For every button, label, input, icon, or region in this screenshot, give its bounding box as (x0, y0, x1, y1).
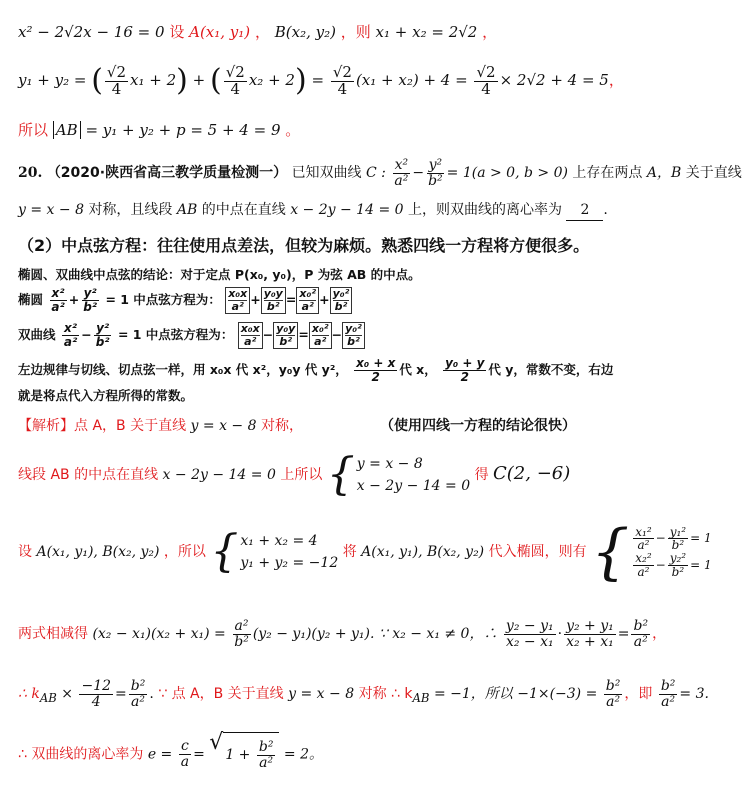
problem-number: 20. (18, 165, 43, 182)
sym-line: y = x − 8 (18, 202, 84, 218)
frac-h2: $\frac{\text{y²}}{\text{b²}}$ (95, 321, 110, 349)
text-then: ，则 (340, 23, 371, 41)
segment-ab: AB (176, 202, 198, 218)
frac-1: $\frac{√2}{4}$ (106, 62, 127, 98)
solution-line-6: ∴ 双曲线的离心率为 e = $\frac{c}{a}$ = √ 1 + $\frac{\text{b²}}{\text{a²}}$ = 2。 (18, 732, 323, 777)
solution-line-4: 两式相减得 (x₂ − x₁)(x₂ + x₁) = $\frac{\text{a²}}{\text{b²}}$ (y₂ − y₁)(y₂ + y₁). ∵ x₂ − x₁ ≠ 0，∴ $\frac{\text{y₂ − y₁}}{\text{x₂ − x₁}}$ · $\frac{\text{y₂ + y₁}}{\text{x₂ + x₁}}$ = $\frac{\text{b²}}{\text{a²}}$ ， (18, 617, 667, 650)
frac-4: $\frac{√2}{4}$ (476, 62, 496, 98)
answer-blank: 2 (566, 200, 603, 221)
term-4: × 2√2 + 4 = 5 (499, 71, 609, 89)
kab-label: ∴ k (18, 686, 40, 702)
times: × (61, 686, 74, 702)
box-3: $\frac{\text{x₀²}}{\text{a²}}$ (296, 287, 319, 313)
problem-20-line-1 (18, 158, 742, 188)
method-rule-5: 就是将点代入方程所得的常数。 (18, 388, 194, 403)
solution-text-3d: 代入椭圆，则有 (488, 544, 587, 560)
frac-y2b2: $\frac{\text{y²}}{\text{b²}}$ (428, 157, 443, 189)
frac-a2b2: $\frac{\text{a²}}{\text{b²}}$ (234, 617, 249, 650)
solution-tag: 【解析】 (18, 418, 74, 434)
box-2: $\frac{\text{y₀y}}{\text{b²}}$ (261, 287, 286, 313)
problem-source: （2020·陕西省高三教学质量检测一） (46, 165, 288, 182)
problem-20-line-2 (18, 200, 608, 221)
kab-sub: AB (39, 690, 57, 705)
frac-h1: $\frac{\text{x²}}{\text{a²}}$ (63, 321, 78, 349)
period-2: . (603, 202, 608, 218)
mid-line: x − 2y − 14 = 0 (290, 202, 404, 218)
sym-line-eq: y = x − 8 (190, 418, 257, 434)
frac-b2a2: $\frac{\text{b²}}{\text{a²}}$ (633, 617, 649, 650)
sqrt-expr: √ 1 + $\frac{\text{b²}}{\text{a²}}$ (209, 732, 279, 777)
frac-mx: $\frac{\text{x₀ + x}}{2}$ (356, 356, 396, 384)
solution-text-5c: ∵ 点 A，B 关于直线 (158, 686, 284, 702)
frac-b2a2-3: $\frac{\text{b²}}{\text{a²}}$ (605, 677, 621, 710)
solution-line-5: ∴ $k_{AB}$ × $\frac{-12}{4}$ = $\frac{\text{b²}}{\text{a²}}$ . ∵ 点 A，B 关于直线 y = x − 8 对称 ∴ $k_{AB} = -1$，所以 −1×(−3) = $\frac{\text{b²}}{\text{a²}}$ ，即 $\frac{\text{b²}}{\text{a²}}$ = 3. (18, 677, 709, 710)
rule-4-c: 代 y，常数不变，右边 (488, 362, 614, 377)
solution-text-1: 点 A，B 关于直线 (74, 418, 187, 434)
box-5: $\frac{\text{x₀x}}{\text{a²}}$ (238, 322, 263, 348)
eq-line-1 (18, 22, 497, 42)
frac-b2a2-2: $\frac{\text{b²}}{\text{a²}}$ (130, 677, 146, 710)
sum-x: x₁ + x₂ = 2√2 (375, 23, 478, 41)
eq-line-3 (18, 120, 300, 140)
point-b: B(x₂, y₂) (274, 23, 336, 41)
frac-ca: $\frac{c}{a}$ (180, 738, 190, 770)
comma-end: ， (482, 23, 498, 41)
text-so: 所以 (18, 121, 49, 139)
problem-text-4: 对称，且线段 (88, 202, 173, 218)
method-rule-1: 椭圆、双曲线中点弦的结论：对于定点 P(x₀, y₀)，P 为弦 AB 的中点。 (18, 267, 421, 282)
box-8: $\frac{\text{y₀²}}{\text{b²}}$ (342, 322, 365, 348)
sum-y-lhs: y₁ + y₂ = (18, 71, 87, 89)
term-1: x₁ + 2 (130, 71, 177, 89)
period: 。 (285, 121, 301, 139)
point-c: C(2, −6) (493, 463, 571, 484)
eccentricity-result: = 2。 (283, 746, 323, 763)
solution-line-1 (18, 416, 303, 436)
problem-text-2: 上存在两点 (572, 165, 643, 182)
kab-value: = −1，所以 (433, 686, 513, 702)
quadratic-eq: x² − 2√2x − 16 = 0 (18, 23, 165, 41)
hyperbola-label: 双曲线 (18, 327, 56, 342)
frac-b2a2-4: $\frac{\text{b²}}{\text{a²}}$ (660, 677, 676, 710)
eq-line-2: y₁ + y₂ = ( $\frac{√2}{4}$ x₁ + 2) + ( $\frac{√2}{4}$ x₂ + 2) = $\frac{√2}{4}$ (x₁ + x₂) + 4 = $\frac{√2}{4}$ × 2√2 + 4 = 5， (18, 62, 624, 98)
solution-line-3 (18, 517, 712, 587)
problem-text-5: 的中点在直线 (201, 202, 286, 218)
equals: = (311, 71, 325, 89)
term-3: (x₁ + x₂) + 4 = (355, 71, 468, 89)
frac-e1: $\frac{\text{x²}}{\text{a²}}$ (51, 286, 65, 314)
solution-line-2 (18, 449, 571, 500)
minus: − (412, 165, 425, 182)
box-7: $\frac{\text{x₀²}}{\text{a²}}$ (309, 322, 332, 348)
frac-my: $\frac{\text{y₀ + y}}{2}$ (445, 356, 485, 384)
system-2: { x₁ + x₂ = 4 y₁ + y₂ = −12 (210, 526, 339, 577)
frac-e2: $\frac{\text{y²}}{\text{b²}}$ (83, 286, 98, 314)
solution-text-2: 线段 AB 的中点在直线 (18, 467, 159, 483)
nonzero-cond: ∵ x₂ − x₁ ≠ 0，∴ (378, 626, 498, 642)
solution-text-1-end: 对称， (260, 418, 303, 434)
frac-2: $\frac{√2}{4}$ (225, 62, 245, 98)
problem-text-3: 关于直线 (685, 165, 742, 182)
mid-line-eq: x − 2y − 14 = 0 (162, 467, 276, 483)
solution-text-2b: 上所以 (280, 467, 323, 483)
rule-4-a: 左边规律与切线、切点弦一样，用 x₀x 代 x²，y₀y 代 y²， (18, 362, 348, 377)
curve-c: C : (366, 165, 386, 182)
method-rule-3: 双曲线 $\frac{\text{x²}}{\text{a²}}$ − $\frac{\text{y²}}{\text{b²}}$ = 1 中点弦方程为： $\frac{\text{x₀x}}{\text{a²}}$ − $\frac{\text{y₀y}}{\text{b²}}$ = $\frac{\text{x₀²}}{\text{a²}}$ − $\frac{\text{y₀²}}{\text{b²}}$ (18, 320, 365, 350)
frac-3: $\frac{√2}{4}$ (332, 62, 352, 98)
problem-text-6: 上，则双曲线的离心率为 (407, 202, 562, 218)
problem-text-1: 已知双曲线 (291, 165, 362, 182)
box-1: $\frac{\text{x₀x}}{\text{a²}}$ (225, 287, 250, 313)
frac-slope-1: $\frac{\text{y₂ − y₁}}{\text{x₂ − x₁}}$ (505, 617, 554, 650)
points-ab-def: A(x₁, y₁), B(x₂, y₂) (36, 544, 160, 560)
condition: = 1(a > 0, b > 0) (446, 165, 568, 182)
system-3: { $\frac{\text{x₁²}}{\text{a²}}$ − $\frac{\text{y₁²}}{\text{b²}}$ = 1 $\frac{\text{x₂²}}{\text{a²}}$ − $\frac{\text{y₂²}}{\text{b²}}$ = 1 (591, 517, 712, 587)
rule-4-b: 代 x， (399, 362, 437, 377)
method-rule-2: 椭圆 $\frac{\text{x²}}{\text{a²}}$ + $\frac{\text{y²}}{\text{b²}}$ = 1 中点弦方程为： $\frac{\text{x₀x}}{\text{a²}}$ + $\frac{\text{y₀y}}{\text{b²}}$ = $\frac{\text{x₀²}}{\text{a²}}$ + $\frac{\text{y₀²}}{\text{b²}}$ (18, 285, 352, 315)
frac-x2a2: $\frac{\text{x²}}{\text{a²}}$ (394, 157, 409, 189)
ratio-result: = 3. (679, 686, 709, 702)
solution-text-2c: 得 (474, 467, 489, 483)
points-ab-sub: A(x₁, y₁), B(x₂, y₂) (361, 544, 485, 560)
comma: ， (254, 23, 270, 41)
abs-ab: AB (53, 121, 81, 139)
solution-text-4: 两式相减得 (18, 626, 88, 642)
kab-calc: −1×(−3) = (517, 686, 598, 702)
text-set: 设 (169, 23, 185, 41)
solution-note: （使用四线一方程的结论很快） (380, 418, 576, 434)
method-rule-4 (18, 355, 613, 385)
points-ab: A，B (646, 165, 682, 182)
solution-text-5e: 对称 ∴ k (358, 686, 413, 702)
solution-text-6: ∴ 双曲线的离心率为 (18, 746, 144, 763)
hyperbola-mid: = 1 中点弦方程为： (117, 327, 234, 342)
comma-end-2: ， (608, 71, 624, 89)
box-4: $\frac{\text{y₀²}}{\text{b²}}$ (330, 287, 353, 313)
term-2: x₂ + 2 (248, 71, 295, 89)
solution-text-3: 设 (18, 544, 32, 560)
ab-result: = y₁ + y₂ + p = 5 + 4 = 9 (85, 121, 281, 139)
ellipse-label: 椭圆 (18, 292, 44, 307)
diff-lhs: (x₂ − x₁)(x₂ + x₁) = (92, 626, 226, 642)
ellipse-mid: = 1 中点弦方程为： (105, 292, 221, 307)
solution-text-3b: ，所以 (163, 544, 206, 560)
sym-line-eq-2: y = x − 8 (288, 686, 355, 702)
plus-sign: + (192, 71, 206, 89)
point-a: A(x₁, y₁) (189, 23, 251, 41)
frac-slope-2: $\frac{\text{y₂ + y₁}}{\text{x₂ + x₁}}$ (566, 617, 614, 650)
system-1: { y = x − 8 x − 2y − 14 = 0 (326, 449, 471, 500)
solution-text-3c: 将 (342, 544, 357, 560)
diff-rhs: (y₂ − y₁)(y₂ + y₁). (252, 626, 375, 642)
solution-text-5h: ，即 (624, 686, 653, 702)
eccentricity-eq: e = (147, 746, 173, 763)
method-title: （2）中点弦方程：往往使用点差法，但较为麻烦。熟悉四线一方程将方便很多。 (18, 236, 590, 255)
frac-m12-4: $\frac{-12}{4}$ (81, 677, 112, 710)
box-6: $\frac{\text{y₀y}}{\text{b²}}$ (273, 322, 298, 348)
